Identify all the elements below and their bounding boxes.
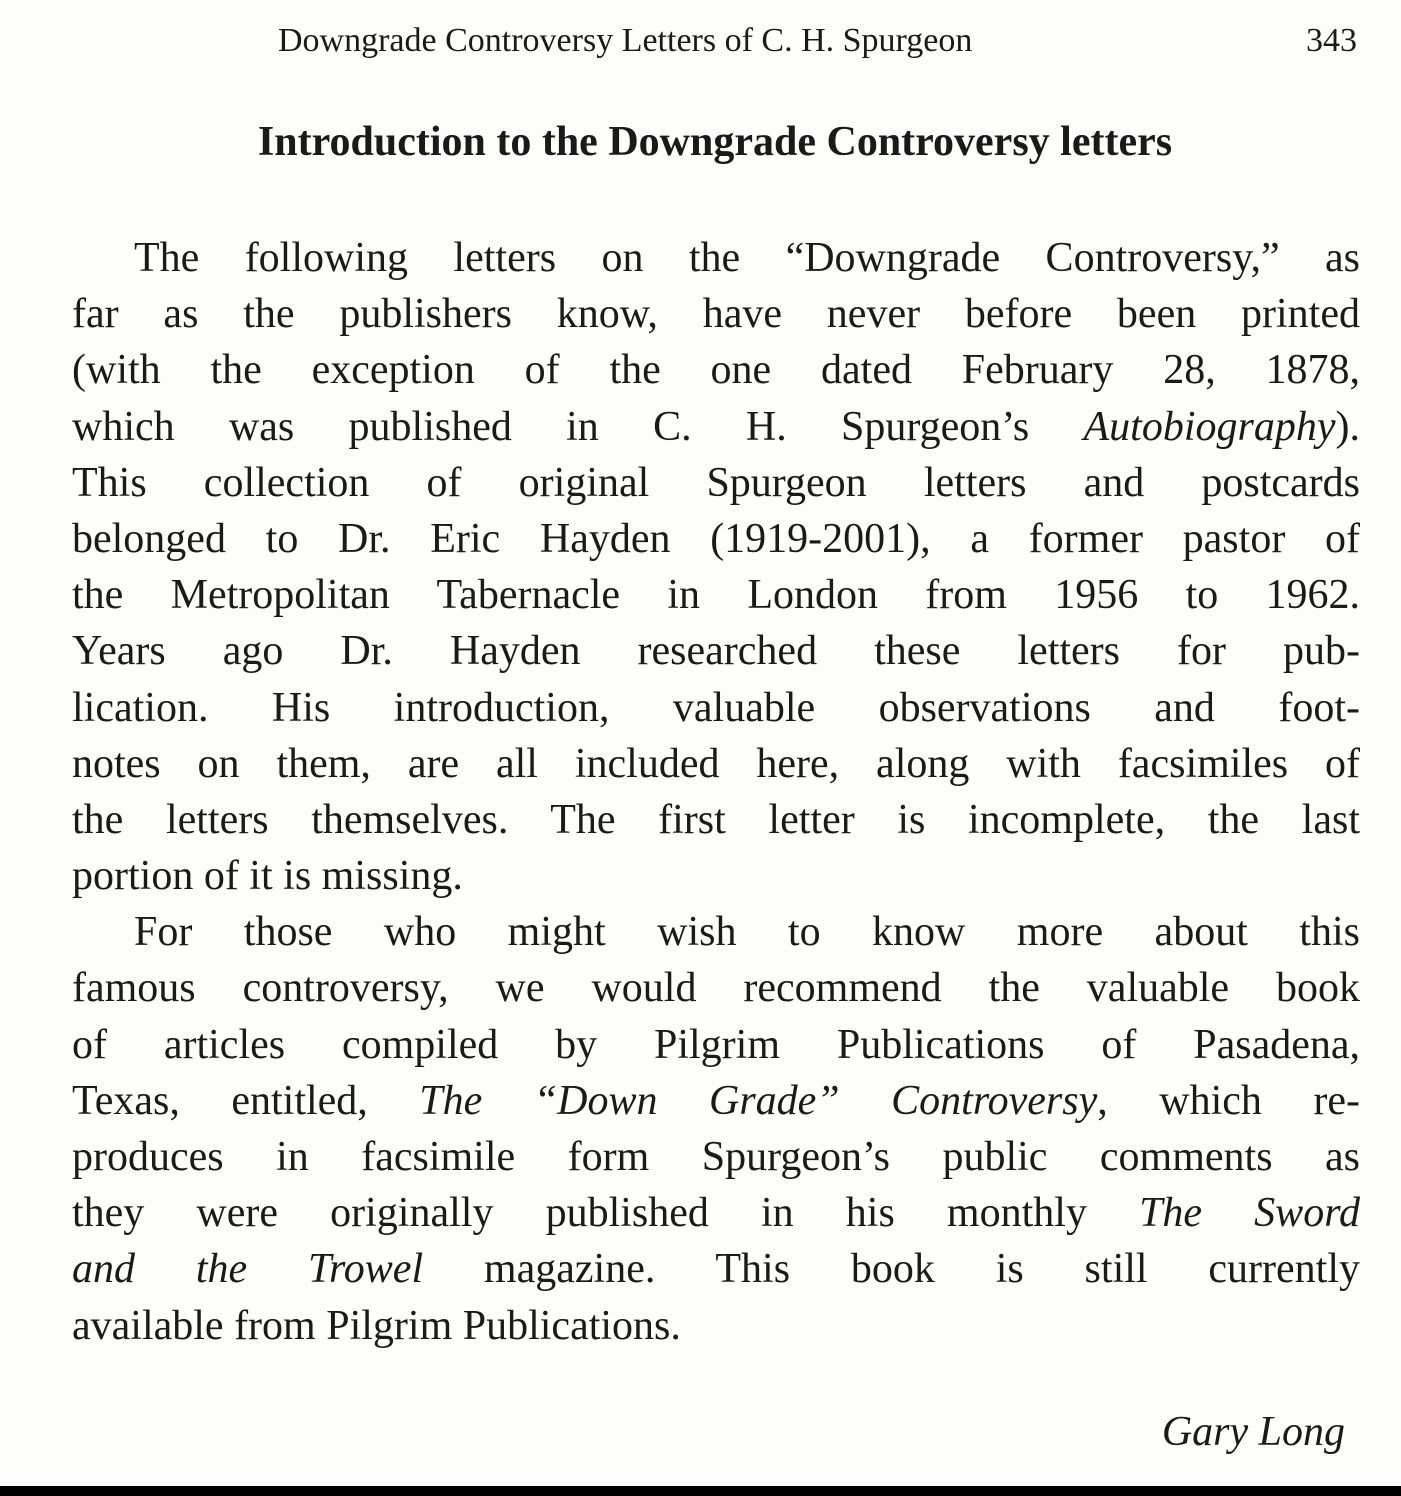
italic-text: The Sword (1139, 1190, 1360, 1237)
text-segment: ). (1335, 403, 1360, 450)
text-line (72, 1185, 1360, 1241)
text-segment: produces in facsimile form Spurgeon’s public comments as (72, 1134, 1360, 1180)
text-segment: which was published in C. H. Spurgeon’s (72, 403, 1084, 450)
text-segment: far as the publishers know, have never before been printed (72, 291, 1360, 338)
text-line (72, 342, 1360, 398)
paragraph (72, 230, 1360, 904)
text-line (72, 230, 1360, 286)
running-head-title: Downgrade Controversy Letters of C. H. Spurgeon (278, 22, 973, 59)
text-segment: the letters themselves. The first letter is incomplete, the last (72, 796, 1360, 843)
paragraph (72, 904, 1360, 1354)
italic-text: and the Trowel (72, 1246, 424, 1293)
text-segment: of articles compiled by Pilgrim Publications of Pasadena, (72, 1021, 1360, 1068)
text-segment: magazine. This book is still currently (423, 1246, 1360, 1293)
text-line (72, 1073, 1360, 1129)
text-line (72, 286, 1360, 342)
text-segment: belonged to Dr. Eric Hayden (1919-2001), a former pastor of (72, 515, 1360, 562)
text-segment: This collection of original Spurgeon letters and postcards (72, 459, 1360, 506)
text-line (72, 792, 1360, 848)
text-line (72, 904, 1360, 960)
text-line (72, 1241, 1360, 1297)
text-segment: the Metropolitan Tabernacle in London from 1956 to 1962. (72, 572, 1360, 619)
text-segment: available from Pilgrim Publications. (72, 1302, 681, 1349)
text-line (72, 455, 1360, 511)
italic-text: Autobiography (1083, 403, 1336, 450)
text-segment: , which re- (1097, 1077, 1360, 1124)
text-line (72, 567, 1360, 623)
text-line (72, 848, 1360, 904)
italic-text: The “Down Grade” Controversy (419, 1077, 1098, 1124)
page-number: 343 (1306, 22, 1357, 59)
text-line (72, 960, 1360, 1016)
text-segment: Texas, entitled, (72, 1077, 420, 1124)
text-segment: they were originally published in his monthly (72, 1190, 1140, 1237)
text-line (72, 680, 1360, 736)
text-segment: (with the exception of the one dated February 28, 1878, (72, 347, 1360, 394)
text-line (72, 1129, 1360, 1185)
text-segment: The following letters on the “Downgrade Controversy,” as (134, 235, 1360, 281)
text-segment: lication. His introduction, valuable observations and foot- (72, 684, 1360, 731)
text-segment: Years ago Dr. Hayden researched these letters for pub- (72, 628, 1360, 675)
text-line (72, 1298, 1360, 1354)
text-line (72, 623, 1360, 679)
text-segment: portion of it is missing. (72, 853, 463, 900)
text-line (72, 1017, 1360, 1073)
text-line (72, 399, 1360, 455)
body-text (72, 230, 1360, 1354)
text-segment: For those who might wish to know more about this (134, 909, 1360, 956)
scan-edge-bar (0, 1486, 1401, 1496)
text-segment: famous controversy, we would recommend the valuable book (72, 965, 1360, 1012)
text-line (72, 736, 1360, 792)
section-title: Introduction to the Downgrade Controversy letters (257, 119, 1173, 165)
text-segment: notes on them, are all included here, along with facsimiles of (72, 740, 1360, 787)
text-line (72, 511, 1360, 567)
author-signature: Gary Long (1161, 1409, 1345, 1455)
